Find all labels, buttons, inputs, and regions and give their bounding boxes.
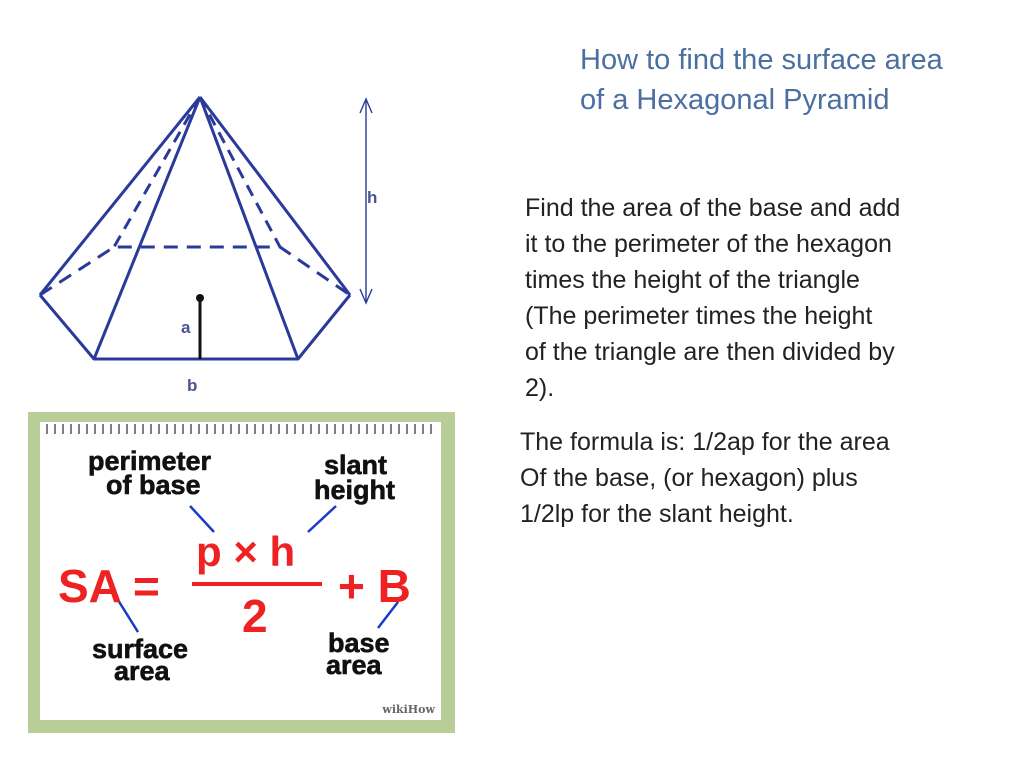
paragraph-line: it to the perimeter of the hexagon: [525, 230, 892, 258]
formula-plus-term: + B: [338, 560, 411, 612]
paragraph-line: Of the base, (or hexagon) plus: [520, 464, 858, 492]
notepad-page: [40, 422, 441, 720]
label-a: a: [181, 318, 191, 337]
formula-illustration: [40, 422, 441, 720]
surface-label-line-1: surface: [92, 634, 189, 664]
explanation-paragraph: [525, 190, 995, 406]
title-line-1: How to find the surface area: [580, 44, 943, 76]
base-label-line-2: area: [326, 650, 382, 680]
paragraph-line: 2).: [525, 374, 555, 402]
hidden-lateral-edge: [114, 97, 200, 247]
lateral-edge: [200, 97, 298, 359]
fraction-bar: [192, 582, 322, 586]
base-back-edges: [40, 247, 350, 295]
paragraph-line: Find the area of the base and add: [525, 194, 901, 222]
formula-denominator: 2: [242, 590, 268, 642]
formula-lhs: SA =: [58, 560, 160, 612]
lateral-edge: [200, 97, 350, 295]
perimeter-label-line-1: perimeter: [88, 446, 212, 476]
hidden-lateral-edge: [200, 97, 280, 247]
label-b: b: [187, 376, 198, 395]
base-label-line-1: base: [328, 628, 390, 658]
paragraph-line: 1/2lp for the slant height.: [520, 500, 794, 528]
perimeter-label-line-2: of base: [106, 470, 201, 500]
formula-numerator: p × h: [196, 528, 296, 575]
hexagonal-pyramid-diagram: [30, 85, 430, 405]
paragraph-line: The formula is: 1/2ap for the area: [520, 428, 890, 456]
formula-card: [28, 412, 455, 733]
wikihow-watermark: wikiHow: [382, 703, 435, 716]
lateral-edge: [40, 97, 200, 295]
apothem-dot: [196, 294, 204, 302]
paragraph-line: of the triangle are then divided by: [525, 338, 895, 366]
label-h: h: [367, 188, 378, 207]
title-line-2: of a Hexagonal Pyramid: [580, 84, 890, 116]
slide-title: [580, 40, 1010, 120]
slant-label-line-1: slant: [324, 450, 388, 480]
paragraph-line: (The perimeter times the height: [525, 302, 873, 330]
surface-label-line-2: area: [114, 656, 170, 686]
paragraph-line: times the height of the triangle: [525, 266, 860, 294]
base-front-edges: [40, 295, 350, 359]
formula-paragraph: [520, 424, 1000, 532]
slant-label-line-2: height: [314, 475, 395, 505]
